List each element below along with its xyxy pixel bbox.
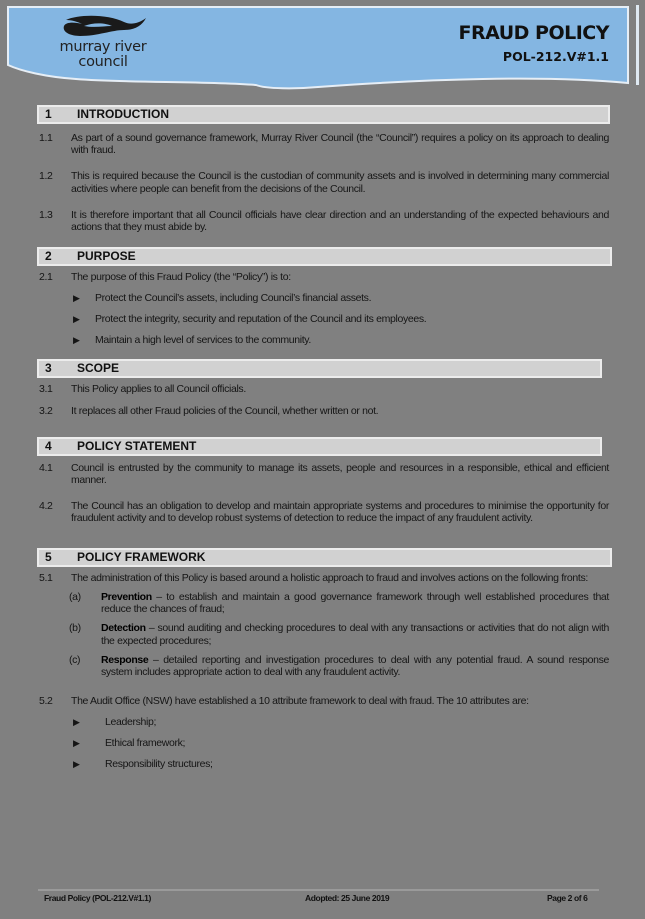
document-title: FRAUD POLICY (458, 22, 609, 44)
paragraph-number: 1.3 (39, 208, 53, 221)
footer-divider (38, 889, 599, 891)
paragraph-number: 4.2 (39, 500, 53, 513)
paragraph-5-1 (37, 572, 609, 584)
paragraph-text: The Council has an obligation to develop and maintain appropriate systems and procedures to minimise the opportunity for fraudulent activity and to develop robust systems of detection to reduce the impact of any fraudulent activity. (71, 500, 609, 525)
subitem-response (69, 654, 609, 679)
paragraph-3-1 (37, 383, 609, 395)
paragraph-number: 1.2 (39, 170, 53, 183)
arrow-bullet-icon: ▶ (73, 716, 80, 727)
purpose-bullet-list (69, 292, 609, 346)
list-item-text: Leadership; (105, 715, 157, 728)
subitem-detection (69, 622, 609, 647)
subitem-term: Prevention (101, 590, 152, 603)
arrow-bullet-icon: ▶ (73, 335, 80, 346)
section-header-purpose (37, 247, 612, 266)
footer-adopted-date: Adopted: 25 June 2019 (305, 893, 390, 903)
paragraph-text: The administration of this Policy is based around a holistic approach to fraud and involves actions on the following fronts: (71, 571, 588, 584)
paragraph-text: It is therefore important that all Council officials have clear direction and an understanding of the expected behaviours and actions that they must abide by. (71, 208, 609, 234)
list-item-text: Responsibility structures; (105, 757, 213, 770)
paragraph-4-2 (37, 500, 609, 524)
paragraph-number: 5.1 (39, 571, 53, 584)
section-title: SCOPE (77, 361, 120, 376)
arrow-bullet-icon: ▶ (73, 314, 80, 325)
paragraph-2-1 (37, 271, 609, 283)
list-item-text: Maintain a high level of services to the community. (95, 334, 311, 347)
subitem-description: – detailed reporting and investigation procedures to deal with any potential fraud. A sound response system includes appropriate action to deal with any fraudulent activity. (101, 654, 609, 679)
paragraph-text: This Policy applies to all Council officials. (71, 383, 246, 396)
paragraph-1-3 (37, 209, 609, 233)
paragraph-number: 2.1 (39, 271, 53, 284)
list-item (69, 334, 609, 346)
list-item (69, 737, 609, 749)
paragraph-1-1 (37, 132, 609, 156)
section-number: 4 (45, 438, 52, 453)
document-title-block (459, 22, 610, 64)
list-item (69, 313, 609, 325)
list-item-text: Protect the integrity, security and reputation of the Council and its employees. (95, 313, 427, 326)
paragraph-text: The purpose of this Fraud Policy (the “Policy”) is to: (71, 271, 291, 284)
document-code: POL-212.V#1.1 (502, 49, 609, 64)
banner-edge (636, 5, 639, 85)
logo-text-line1: murray river (59, 39, 147, 55)
paragraph-number: 3.1 (39, 383, 53, 396)
paragraph-number: 5.2 (39, 694, 53, 707)
paragraph-number: 4.1 (39, 461, 53, 474)
footer-document-ref: Fraud Policy (POL-212.V#1.1) (44, 893, 151, 903)
paragraph-text: The Audit Office (NSW) have established a 10 attribute framework to deal with fraud. The 10 attributes are: (71, 694, 529, 707)
subitem-text (101, 622, 609, 647)
paragraph-5-2 (37, 695, 609, 707)
arrow-bullet-icon: ▶ (73, 293, 80, 304)
attributes-bullet-list (69, 716, 609, 770)
section-number: 2 (45, 249, 52, 264)
council-logo (48, 14, 158, 70)
footer-page-number: Page 2 of 6 (547, 893, 588, 903)
subitem-term: Detection (101, 622, 146, 635)
subitem-description: – to establish and maintain a good governance framework through well established procedures that reduce the chances of fraud; (101, 590, 609, 616)
section-header-policy-statement (37, 437, 602, 456)
arrow-bullet-icon: ▶ (73, 737, 80, 748)
logo-text-line2: council (78, 54, 128, 70)
subitem-label: (a) (69, 590, 81, 603)
subitem-description: – sound auditing and checking procedures to deal with any transactions or activities that do not align with the expected procedures; (101, 622, 609, 647)
paragraph-text: Council is entrusted by the community to manage its assets, people and resources in a responsible, ethical and efficient manner. (71, 461, 609, 487)
section-header-scope (37, 359, 602, 378)
river-logo-icon (58, 14, 148, 40)
list-item (69, 758, 609, 770)
paragraph-text: As part of a sound governance framework, Murray River Council (the “Council”) requires a policy on its approach to dealing with fraud. (71, 132, 609, 157)
section-header-policy-framework (37, 548, 612, 567)
paragraph-1-2 (37, 170, 609, 194)
paragraph-number: 1.1 (39, 132, 53, 144)
list-item-text: Protect the Council’s assets, including Council’s financial assets. (95, 292, 372, 305)
subitem-term: Response (101, 654, 149, 667)
paragraph-4-1 (37, 462, 609, 486)
document-body (37, 105, 609, 770)
list-item-text: Ethical framework; (105, 736, 186, 749)
paragraph-3-2 (37, 405, 609, 417)
subitem-label: (b) (69, 622, 81, 635)
section-header-introduction (37, 105, 610, 124)
subitem-text (101, 591, 609, 616)
subitem-text (101, 654, 609, 679)
section-number: 3 (45, 361, 52, 376)
list-item (69, 292, 609, 304)
paragraph-text: It replaces all other Fraud policies of the Council, whether written or not. (71, 404, 379, 417)
section-number: 5 (45, 549, 52, 564)
section-number: 1 (45, 107, 52, 121)
section-title: POLICY FRAMEWORK (77, 549, 206, 564)
paragraph-text: This is required because the Council is the custodian of community assets and is involved in determining many commercial activities where people can benefit from the decisions of the Council. (71, 170, 609, 195)
section-title: PURPOSE (77, 249, 136, 264)
subitem-label: (c) (69, 654, 81, 667)
paragraph-number: 3.2 (39, 404, 53, 417)
arrow-bullet-icon: ▶ (73, 758, 80, 769)
subitem-prevention (69, 591, 609, 616)
list-item (69, 716, 609, 728)
section-title: INTRODUCTION (77, 107, 169, 121)
section-title: POLICY STATEMENT (77, 438, 197, 453)
